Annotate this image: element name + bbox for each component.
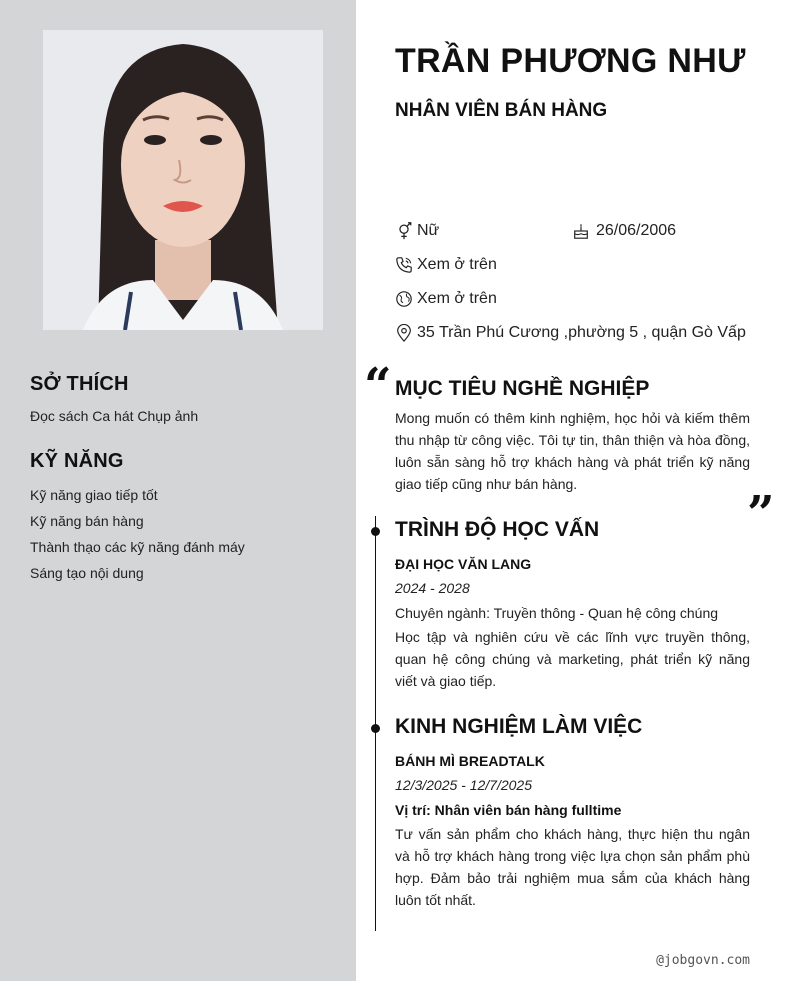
education-major: Chuyên ngành: Truyền thông - Quan hệ công chúng: [395, 605, 719, 621]
phone-row: [395, 256, 497, 274]
phone-value: Xem ở trên: [417, 256, 497, 273]
hobbies-text: Đọc sách Ca hát Chụp ảnh: [30, 408, 199, 424]
job-title: NHÂN VIÊN BÁN HÀNG: [395, 100, 608, 121]
timeline-dot: [371, 527, 380, 536]
skill-item: Thành thạo các kỹ năng đánh máy: [30, 539, 245, 555]
address-value: 35 Trần Phú Cương ,phường 5 , quận Gò Vấp: [417, 324, 746, 341]
skill-item: Kỹ năng bán hàng: [30, 513, 144, 529]
quote-open-icon: “: [364, 358, 392, 414]
education-description: Học tập và nghiên cứu về các lĩnh vực truyền thông, quan hệ công chúng và marketing, phát triển kỹ năng viết và giao tiếp.: [395, 629, 750, 689]
website-value: Xem ở trên: [417, 290, 497, 307]
candidate-name: TRẦN PHƯƠNG NHƯ: [395, 42, 746, 80]
cake-icon: [572, 222, 590, 240]
experience-description: Tư vấn sản phẩm cho khách hàng, thực hiện thu ngân và hỗ trợ khách hàng trong việc lựa chọn sản phẩm phù hợp. Đảm bảo trải nghiệm mua sắm của khách hàng luôn tốt nhất.: [395, 826, 750, 908]
gender-value: Nữ: [417, 222, 440, 239]
main-content: [356, 0, 790, 981]
profile-photo: [43, 30, 323, 330]
phone-icon: [395, 256, 413, 274]
objective-text: Mong muốn có thêm kinh nghiệm, học hỏi và kiếm thêm thu nhập từ công việc. Tôi tự tin, thân thiện và hòa đồng, luôn sẵn sàng hỗ trợ khách hàng và phát triển kỹ năng giao tiếp cũng như bán hàng.: [395, 410, 750, 492]
gender-icon: [395, 222, 413, 240]
education-period: 2024 - 2028: [395, 580, 470, 596]
gender-row: [395, 222, 439, 240]
website-row: [395, 290, 497, 308]
location-pin-icon: [395, 324, 413, 342]
quote-close-icon: ”: [747, 486, 775, 542]
hobbies-heading: SỞ THÍCH: [30, 373, 129, 395]
education-heading: TRÌNH ĐỘ HỌC VẤN: [395, 518, 600, 541]
timeline-dot: [371, 724, 380, 733]
birthday-value: 26/06/2006: [596, 222, 677, 239]
company-name: BÁNH MÌ BREADTALK: [395, 753, 545, 769]
birthday-row: [572, 222, 676, 240]
address-row: [395, 324, 746, 342]
skills-heading: KỸ NĂNG: [30, 450, 124, 472]
school-name: ĐẠI HỌC VĂN LANG: [395, 556, 532, 572]
skill-item: Sáng tạo nội dung: [30, 565, 144, 581]
experience-heading: KINH NGHIỆM LÀM VIỆC: [395, 715, 643, 738]
experience-position: Vị trí: Nhân viên bán hàng fulltime: [395, 802, 622, 818]
sidebar: [0, 0, 356, 981]
experience-period: 12/3/2025 - 12/7/2025: [395, 777, 533, 793]
objective-heading: MỤC TIÊU NGHỀ NGHIỆP: [395, 377, 650, 400]
skill-item: Kỹ năng giao tiếp tốt: [30, 487, 158, 503]
globe-icon: [395, 290, 413, 308]
watermark: @jobgovn.com: [656, 953, 750, 968]
